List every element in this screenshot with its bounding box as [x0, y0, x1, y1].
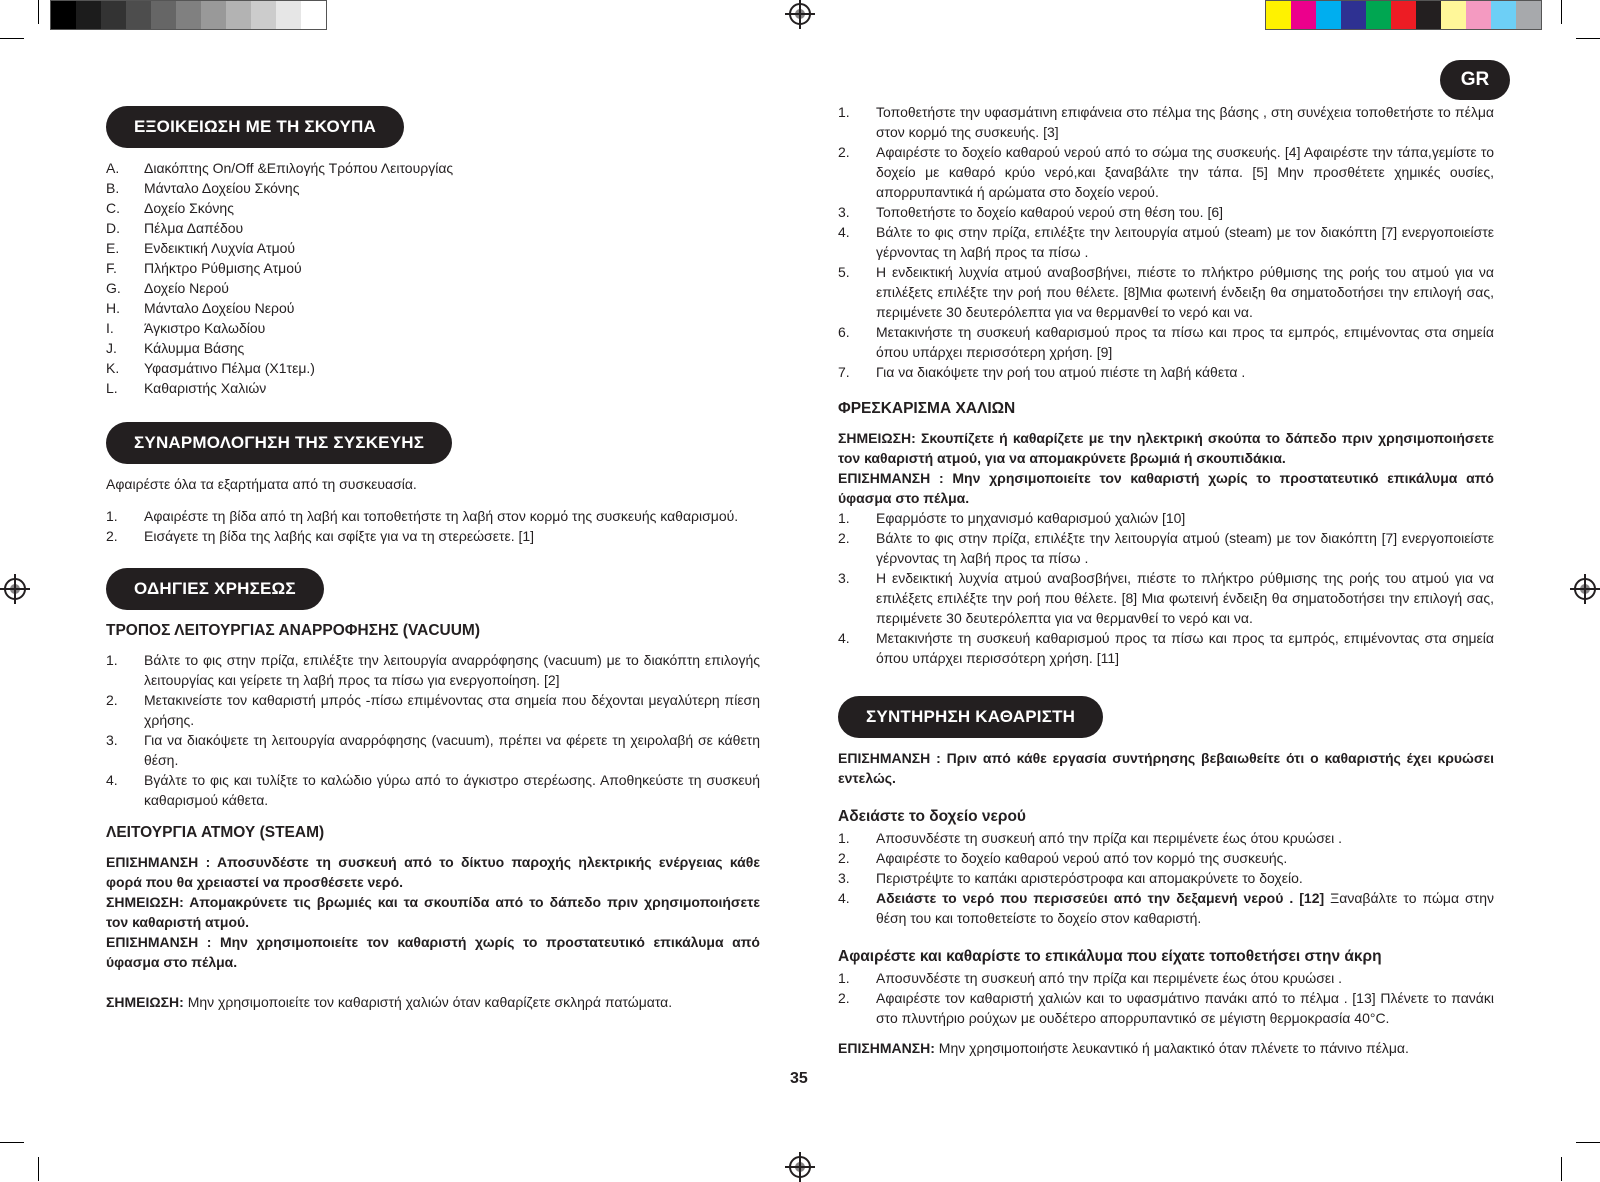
- list-item: [106, 158, 760, 178]
- language-badge: GR: [1440, 60, 1510, 100]
- list-item-number: G.: [106, 280, 121, 296]
- section-title-familiarize: ΕΞΟΙΚΕΙΩΣΗ ΜΕ ΤΗ ΣΚΟΥΠΑ: [106, 106, 404, 148]
- list-item-number: 1.: [106, 508, 118, 524]
- list-item-text: Για να διακόψετε την ροή του ατμού πιέστε τη λαβή κάθετα .: [876, 364, 1246, 380]
- list-item-number: 1.: [838, 510, 850, 526]
- list-item-number: H.: [106, 300, 120, 316]
- list-item-number: 3.: [838, 570, 850, 586]
- list-item-text: Ενδεικτική Λυχνία Ατμού: [144, 240, 296, 256]
- list-item-number: 1.: [838, 104, 850, 120]
- note: ΕΠΙΣΗΜΑΝΣΗ : Αποσυνδέστε τη συσκευή από το δίκτυο παροχής ηλεκτρικής ενέργειας κάθε φορά που θα χρειαστεί να προσθέσετε νερό.: [106, 854, 760, 890]
- maintenance-warning: ΕΠΙΣΗΜΑΝΣΗ : Πριν από κάθε εργασία συντήρησης βεβαιωθείτε ότι ο καθαριστής έχει κρυώσει εντελώς.: [838, 750, 1494, 786]
- list-item: [106, 198, 760, 218]
- registration-mark-icon: [1574, 578, 1596, 600]
- list-item-text: Η ενδεικτική λυχνία ατμού αναβοσβήνει, πιέστε το πλήκτρο ρύθμισης της ροής του ατμού για να επιλέξετς επιλέξτε την ροή που θέλετε. [8]Μια φωτεινή ένδειξη θα σηματοδοτήσει την επιλογή σας, περιμένετε 30 δευτερόλεπτα για να θερμανθεί το νερό και να.: [876, 264, 1494, 320]
- list-item-number: C.: [106, 200, 120, 216]
- list-item-number: 2.: [838, 530, 850, 546]
- list-item: [106, 298, 760, 318]
- empty-tank-title: Αδειάστε το δοχείο νερού: [838, 808, 1026, 825]
- list-item: [106, 338, 760, 358]
- list-item: [106, 258, 760, 278]
- list-item-number: E.: [106, 240, 120, 256]
- parts-list: [106, 158, 760, 398]
- vacuum-mode-title: ΤΡΟΠΟΣ ΛΕΙΤΟΥΡΓΙΑΣ ΑΝΑΡΡΟΦΗΣΗΣ (VACUUM): [106, 622, 480, 639]
- list-item-number: 4.: [838, 224, 850, 240]
- list-item: [838, 628, 1494, 668]
- list-item-number: 3.: [838, 870, 850, 886]
- list-item: [838, 968, 1494, 988]
- list-item-number: 1.: [106, 652, 118, 668]
- list-item-number: 4.: [838, 630, 850, 646]
- list-item: [838, 508, 1494, 528]
- carpet-notes: [838, 428, 1494, 508]
- list-item-text: Μετακινήστε τη συσκευή καθαρισμού προς τα πίσω και προς τα εμπρός, επιμένοντας στα σημεία όπου υπάρχει περισσότερη χρήση. [11]: [876, 630, 1494, 666]
- cover-clean-title: Αφαιρέστε και καθαρίστε το επικάλυμα που είχατε τοποθετήσει στην άκρη: [838, 948, 1382, 965]
- list-item-number: A.: [106, 160, 120, 176]
- list-item-text: Βάλτε το φις στην πρίζα, επιλέξτε την λειτουργία ατμού (steam) με τον διακόπτη [7] ενεργοποιείστε γέρνοντας τη λαβή προς τα πίσω .: [876, 530, 1494, 566]
- color-swatch: [1516, 1, 1541, 29]
- list-item-number: 6.: [838, 324, 850, 340]
- final-note-text: Μην χρησιμοποιείτε τον καθαριστή χαλιών όταν καθαρίζετε σκληρά πατώματα.: [183, 994, 673, 1010]
- list-item-text: Αφαιρέστε το δοχείο καθαρού νερού από το σώμα της συσκευής. [4] Αφαιρέστε την τάπα,γεμίστε το δοχείο με καθαρό κρύο νερό,και ξαναβάλτε την τάπα. [5] Μην προσθέτετε χημικές ουσίες, απορρυπαντικά ή αρώματα στο δοχείο νερού.: [876, 144, 1494, 200]
- page-number: 35: [790, 1070, 808, 1087]
- grayscale-bar: [50, 0, 327, 30]
- list-item-text: Για να διακόψετε τη λειτουργία αναρρόφησης (vacuum), πρέπει να φέρετε τη χειρολαβή σε κάθετη θέση.: [144, 732, 760, 768]
- color-bar: [1265, 0, 1542, 30]
- list-item: [838, 202, 1494, 222]
- list-item-text: Εισάγετε τη βίδα της λαβής και σφίξτε για να τη στερεώσετε. [1]: [144, 528, 535, 544]
- cover-clean-steps: [838, 968, 1494, 1028]
- list-item-number: 2.: [106, 528, 118, 544]
- final-note-label: ΣΗΜΕΙΩΣΗ:: [106, 994, 184, 1010]
- list-item-text: Τοποθετήστε την υφασμάτινη επιφάνεια στο πέλμα της βάσης , στη συνέχεια τοποθετήστε το πέλμα στον κορμό της συσκευής. [3]: [876, 104, 1494, 140]
- crop-mark: [38, 0, 39, 24]
- steam-mode-title: ΛΕΙΤΟΥΡΓΙΑ ΑΤΜΟΥ (STEAM): [106, 824, 325, 841]
- list-item: [838, 988, 1494, 1028]
- list-item-text: Αποσυνδέστε τη συσκευή από την πρίζα και περιμένετε έως ότου κρυώσει .: [876, 830, 1343, 846]
- assembly-intro: Αφαιρέστε όλα τα εξαρτήματα από τη συσκευασία.: [106, 476, 417, 492]
- list-item: [106, 358, 760, 378]
- list-item-number: 3.: [838, 204, 850, 220]
- list-item-number: D.: [106, 220, 120, 236]
- list-item-text: Μετακινήστε τη συσκευή καθαρισμού προς τα πίσω και προς τα εμπρός, επιμένοντας στα σημεία όπου υπάρχει περισσότερη χρήση. [9]: [876, 324, 1494, 360]
- list-item-number: K.: [106, 360, 120, 376]
- maintenance-final-note: [838, 1038, 1494, 1058]
- list-item: [106, 238, 760, 258]
- list-item-number: 3.: [106, 732, 118, 748]
- color-swatch: [1316, 1, 1341, 29]
- carpet-steps: [838, 508, 1494, 668]
- list-item-number: 5.: [838, 264, 850, 280]
- list-item: [838, 888, 1494, 928]
- list-item-text: Πλήκτρο Ρύθμισης Ατμού: [144, 260, 302, 276]
- crop-mark: [1576, 38, 1600, 39]
- list-item: [838, 568, 1494, 628]
- list-item-text: Βάλτε το φις στην πρίζα, επιλέξτε την λειτουργία ατμού (steam) με τον διακόπτη [7] ενεργοποιείστε γέρνοντας τη λαβή προς τα πίσω .: [876, 224, 1494, 260]
- list-item-bold-text: Αδειάστε το νερό που περισσεύει από την δεξαμενή νερού . [12]: [876, 890, 1325, 906]
- list-item-text: Δοχείο Σκόνης: [144, 200, 234, 216]
- list-item: [106, 506, 760, 526]
- color-swatch: [1466, 1, 1491, 29]
- list-item-text: Κάλυμμα Βάσης: [144, 340, 245, 356]
- color-swatch: [176, 1, 201, 29]
- list-item-number: J.: [106, 340, 117, 356]
- registration-mark-icon: [789, 1156, 811, 1178]
- list-item: [106, 378, 760, 398]
- empty-tank-steps: [838, 828, 1494, 928]
- list-item: [106, 318, 760, 338]
- steam-notes: [106, 852, 760, 972]
- list-item-text: Δοχείο Νερού: [144, 280, 229, 296]
- color-swatch: [1441, 1, 1466, 29]
- steam-steps: [838, 102, 1494, 382]
- assembly-steps: [106, 506, 760, 546]
- list-item-text: Η ενδεικτική λυχνία ατμού αναβοσβήνει, πιέστε το πλήκτρο ρύθμισης της ροής του ατμού για να επιλέξετς επιλέξτε την ροή που θέλετε. [8] Μια φωτεινή ένδειξη θα σηματοδοτήσει την επιλογή σας, περιμένετε 30 δευτερόλεπτα για να θερμανθεί το νερό και να.: [876, 570, 1494, 626]
- list-item: [106, 770, 760, 810]
- list-item: [838, 362, 1494, 382]
- color-swatch: [226, 1, 251, 29]
- final-note: [106, 992, 760, 1012]
- vacuum-steps: [106, 650, 760, 810]
- list-item-text: Υφασμάτινο Πέλμα (Χ1τεμ.): [144, 360, 315, 376]
- list-item-number: 2.: [838, 990, 850, 1006]
- list-item-text: Διακόπτης On/Off &Επιλογής Τρόπου Λειτουργίας: [144, 160, 454, 176]
- note: ΣΗΜΕΙΩΣΗ: Απομακρύνετε τις βρωμιές και τα σκουπίδα από το δάπεδο πριν χρησιμοποιήσετε τον καθαριστή ατμού.: [106, 894, 760, 930]
- list-item-number: 4.: [838, 890, 850, 906]
- list-item: [106, 650, 760, 690]
- list-item: [838, 102, 1494, 142]
- list-item: [838, 828, 1494, 848]
- color-swatch: [76, 1, 101, 29]
- color-swatch: [1491, 1, 1516, 29]
- list-item-number: B.: [106, 180, 120, 196]
- list-item-text: Μετακινείστε τον καθαριστή μπρός -πίσω επιμένοντας στα σημεία που δέχονται μεγαλύτερη πίεση χρήσης.: [144, 692, 760, 728]
- list-item-text: Εφαρμόστε το μηχανισμό καθαρισμού χαλιών [10]: [876, 510, 1186, 526]
- list-item: [106, 526, 760, 546]
- list-item-text: Καθαριστής Χαλιών: [144, 380, 267, 396]
- registration-mark-icon: [4, 578, 26, 600]
- list-item-number: 2.: [838, 144, 850, 160]
- list-item-number: F.: [106, 260, 117, 276]
- list-item-number: 4.: [106, 772, 118, 788]
- list-item-rest-text: Ξαναβάλτε το πώμα στην θέση του και τοποθετείστε το δοχείο στον καθαριστή.: [876, 890, 1494, 926]
- list-item-number: 2.: [838, 850, 850, 866]
- color-swatch: [1391, 1, 1416, 29]
- list-item-text: Άγκιστρο Καλωδίου: [144, 320, 266, 336]
- color-swatch: [1416, 1, 1441, 29]
- section-title-maintenance: ΣΥΝΤΗΡΗΣΗ ΚΑΘΑΡΙΣΤΗ: [838, 696, 1103, 738]
- color-swatch: [1291, 1, 1316, 29]
- list-item: [106, 278, 760, 298]
- crop-mark: [1576, 1142, 1600, 1143]
- note: ΣΗΜΕΙΩΣΗ: Σκουπίζετε ή καθαρίζετε με την ηλεκτρική σκούπα το δάπεδο πριν χρησιμοποιήσετε τον καθαριστή ατμού, για να απομακρύνετε βρωμιά ή σκουπιδάκια.: [838, 430, 1494, 466]
- color-swatch: [1341, 1, 1366, 29]
- note: ΕΠΙΣΗΜΑΝΣΗ : Μην χρησιμοποιείτε τον καθαριστή χωρίς το προστατευτικό επικάλυμα από ύφασμα στο πέλμα.: [106, 934, 760, 970]
- list-item-text: Αφαιρέστε τον καθαριστή χαλιών και το υφασμάτινο πανάκι από το πέλμα . [13] Πλένετε το πανάκι στο πλυντήριο ρούχων με ουδέτερο απορρυπαντικό σε μέγιστη θερμοκρασία 40°C.: [876, 990, 1494, 1026]
- list-item: [838, 528, 1494, 568]
- list-item: [838, 222, 1494, 262]
- crop-mark: [1561, 1157, 1562, 1181]
- color-swatch: [51, 1, 76, 29]
- color-swatch: [126, 1, 151, 29]
- list-item: [838, 322, 1494, 362]
- color-swatch: [1366, 1, 1391, 29]
- section-title-usage: ΟΔΗΓΙΕΣ ΧΡΗΣΕΩΣ: [106, 568, 324, 610]
- left-column: [106, 106, 760, 1012]
- list-item: [838, 848, 1494, 868]
- list-item: [838, 262, 1494, 322]
- list-item-text: Βγάλτε το φις και τυλίξτε το καλώδιο γύρω από το άγκιστρο στερέωσης. Αποθηκεύστε τη συσκευή καθαρισμού κάθετα.: [144, 772, 760, 808]
- list-item-text: Μάνταλο Δοχείου Σκόνης: [144, 180, 300, 196]
- color-swatch: [201, 1, 226, 29]
- color-swatch: [151, 1, 176, 29]
- right-column: [838, 102, 1494, 1058]
- list-item-number: 2.: [106, 692, 118, 708]
- crop-mark: [38, 1157, 39, 1181]
- note: ΕΠΙΣΗΜΑΝΣΗ : Μην χρησιμοποιείτε τον καθαριστή χωρίς το προστατευτικό επικάλυμα από ύφασμα στο πέλμα.: [838, 470, 1494, 506]
- list-item: [838, 142, 1494, 202]
- list-item: [106, 690, 760, 730]
- list-item-number: L.: [106, 380, 118, 396]
- list-item: [106, 178, 760, 198]
- crop-mark: [1561, 0, 1562, 24]
- list-item: [106, 218, 760, 238]
- list-item-text: Αφαιρέστε τη βίδα από τη λαβή και τοποθετήστε τη λαβή στον κορμό της συσκευής καθαρισμού.: [144, 508, 739, 524]
- list-item-text: Πέλμα Δαπέδου: [144, 220, 244, 236]
- registration-mark-icon: [789, 3, 811, 25]
- list-item-text: Μάνταλο Δοχείου Νερού: [144, 300, 295, 316]
- color-swatch: [301, 1, 326, 29]
- list-item: [838, 868, 1494, 888]
- list-item-number: 7.: [838, 364, 850, 380]
- list-item-text: Αφαιρέστε το δοχείο καθαρού νερού από τον κορμό της συσκευής.: [876, 850, 1288, 866]
- list-item-text: Βάλτε το φις στην πρίζα, επιλέξτε την λειτουργία αναρρόφησης (vacuum) με το διακόπτη επιλογής λειτουργίας και γείρετε τη λαβή προς τα πίσω για ενεργοποίηση. [2]: [144, 652, 760, 688]
- list-item-text: Τοποθετήστε το δοχείο καθαρού νερού στη θέση του. [6]: [876, 204, 1224, 220]
- list-item-text: Αποσυνδέστε τη συσκευή από την πρίζα και περιμένετε έως ότου κρυώσει .: [876, 970, 1343, 986]
- color-swatch: [251, 1, 276, 29]
- carpet-refresh-title: ΦΡΕΣΚΑΡΙΣΜΑ ΧΑΛΙΩΝ: [838, 400, 1016, 417]
- list-item-number: 1.: [838, 970, 850, 986]
- list-item: [106, 730, 760, 770]
- section-title-assembly: ΣΥΝΑΡΜΟΛΟΓΗΣΗ ΤΗΣ ΣΥΣΚΕΥΗΣ: [106, 422, 452, 464]
- color-swatch: [1266, 1, 1291, 29]
- crop-mark: [0, 38, 24, 39]
- list-item-number: I.: [106, 320, 114, 336]
- maintenance-final-text: Μην χρησιμοποιήστε λευκαντικό ή μαλακτικό όταν πλένετε το πάνινο πέλμα.: [934, 1040, 1409, 1056]
- crop-mark: [0, 1142, 24, 1143]
- list-item-number: 1.: [838, 830, 850, 846]
- color-swatch: [101, 1, 126, 29]
- list-item-text: Περιστρέψτε το καπάκι αριστερόστροφα και απομακρύνετε το δοχείο.: [876, 870, 1303, 886]
- color-swatch: [276, 1, 301, 29]
- maintenance-final-label: ΕΠΙΣΗΜΑΝΣΗ:: [838, 1040, 935, 1056]
- list-item-text: [876, 888, 1494, 928]
